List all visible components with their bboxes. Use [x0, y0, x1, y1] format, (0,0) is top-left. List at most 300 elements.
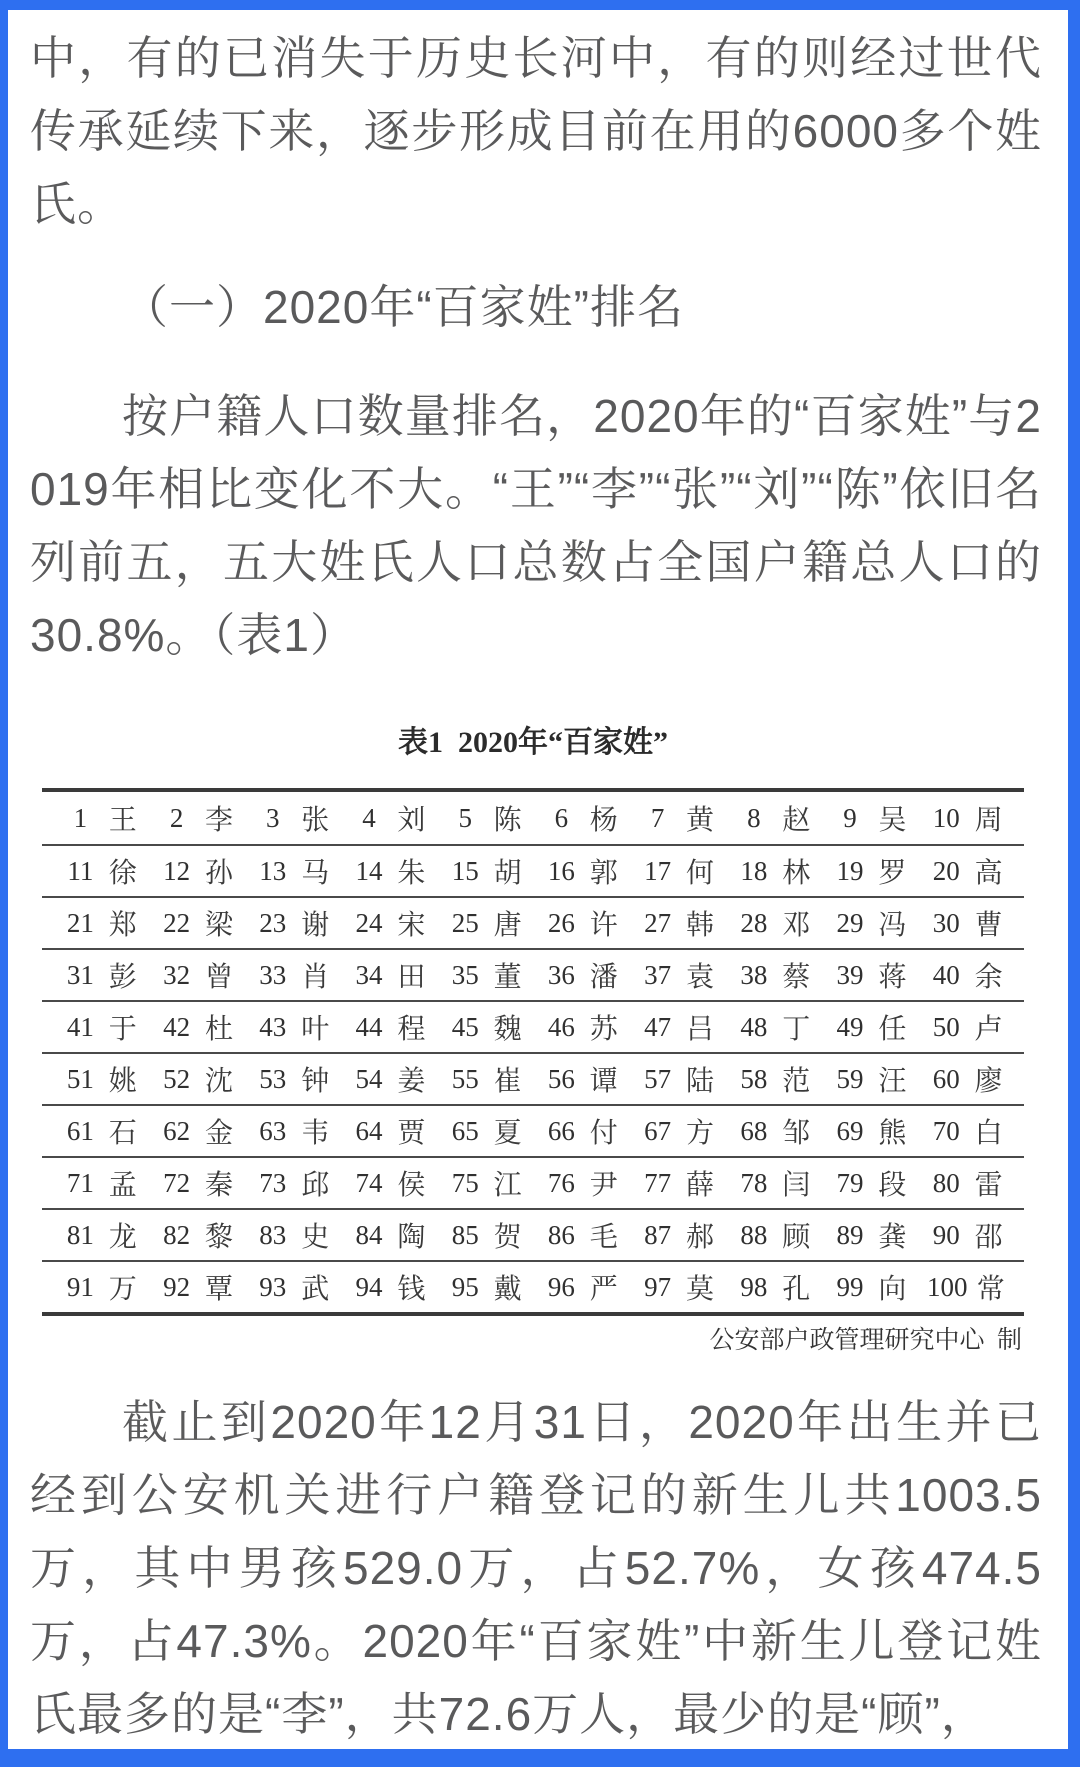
surname-table-row	[42, 1052, 1024, 1104]
surname-name: 郑	[108, 910, 137, 941]
surname-entry	[533, 1215, 629, 1255]
surname-rank: 4	[362, 802, 376, 833]
surname-entry	[822, 1215, 918, 1255]
surname-entry	[629, 798, 725, 838]
surname-rank: 60	[932, 1063, 960, 1094]
surname-entry	[52, 1215, 148, 1255]
surname-entry	[918, 1111, 1014, 1151]
surname-rank: 72	[163, 1167, 191, 1198]
surname-name: 向	[878, 1274, 907, 1305]
surname-table-row	[42, 844, 1024, 896]
surname-name: 胡	[493, 858, 522, 889]
surname-rank: 17	[644, 855, 672, 886]
surname-entry	[341, 851, 437, 891]
surname-name: 方	[686, 1118, 715, 1149]
surname-name: 白	[974, 1118, 1003, 1149]
surname-name: 熊	[878, 1118, 907, 1149]
paragraph-intro: 中，有的已消失于历史长河中，有的则经过世代传承延续下来，逐步形成目前在用的6000多个姓氏。	[30, 32, 1042, 230]
surname-rank: 13	[259, 855, 287, 886]
surname-name: 杨	[589, 805, 618, 836]
surname-rank: 52	[163, 1063, 191, 1094]
surname-name: 常	[976, 1274, 1005, 1305]
surname-entry	[822, 1111, 918, 1151]
surname-name: 石	[108, 1118, 137, 1149]
surname-rank: 51	[66, 1063, 94, 1094]
surname-name: 金	[204, 1118, 233, 1149]
surname-entry	[629, 903, 725, 943]
surname-name: 邹	[782, 1118, 811, 1149]
surname-entry	[918, 903, 1014, 943]
surname-rank: 90	[932, 1219, 960, 1250]
surname-name: 肖	[301, 962, 330, 993]
surname-entry	[437, 1007, 533, 1047]
surname-entry	[725, 1111, 821, 1151]
surname-entry	[822, 1163, 918, 1203]
surname-entry	[244, 955, 340, 995]
surname-name: 马	[301, 858, 330, 889]
surname-rank: 73	[259, 1167, 287, 1198]
surname-rank: 71	[66, 1167, 94, 1198]
surname-entry	[341, 1111, 437, 1151]
surname-name: 贺	[493, 1222, 522, 1253]
surname-entry	[341, 1007, 437, 1047]
surname-name: 黎	[204, 1222, 233, 1253]
surname-rank: 58	[740, 1063, 768, 1094]
surname-rank: 57	[644, 1063, 672, 1094]
surname-name: 龙	[108, 1222, 137, 1253]
surname-name: 陶	[397, 1222, 426, 1253]
surname-table-row	[42, 1208, 1024, 1260]
surname-entry	[533, 1111, 629, 1151]
surname-entry	[629, 1059, 725, 1099]
surname-name: 侯	[397, 1170, 426, 1201]
surname-name: 袁	[686, 962, 715, 993]
surname-rank: 66	[547, 1115, 575, 1146]
surname-rank: 31	[66, 959, 94, 990]
surname-rank: 96	[547, 1271, 575, 1302]
surname-entry	[244, 1059, 340, 1099]
surname-entry	[725, 1267, 821, 1307]
surname-name: 周	[974, 805, 1003, 836]
surname-name: 张	[301, 805, 330, 836]
surname-name: 苏	[589, 1014, 618, 1045]
surname-rank: 78	[740, 1167, 768, 1198]
surname-rank: 85	[451, 1219, 479, 1250]
surname-entry	[148, 1007, 244, 1047]
section-heading: （一）2020年“百家姓”排名	[122, 281, 684, 333]
surname-entry	[437, 851, 533, 891]
surname-rank: 82	[163, 1219, 191, 1250]
surname-entry	[341, 1267, 437, 1307]
surname-entry	[52, 1059, 148, 1099]
surname-entry	[918, 955, 1014, 995]
surname-table-row	[42, 948, 1024, 1000]
surname-entry	[437, 955, 533, 995]
surname-rank: 15	[451, 855, 479, 886]
surname-rank: 23	[259, 907, 287, 938]
surname-entry	[725, 1163, 821, 1203]
surname-entry	[725, 798, 821, 838]
surname-entry	[148, 955, 244, 995]
surname-rank: 43	[259, 1011, 287, 1042]
table-attribution: 公安部户政管理研究中心 制	[709, 1327, 1022, 1354]
surname-entry	[918, 1267, 1014, 1307]
surname-rank: 76	[547, 1167, 575, 1198]
surname-name: 卢	[974, 1014, 1003, 1045]
surname-entry	[918, 1059, 1014, 1099]
surname-name: 夏	[493, 1118, 522, 1149]
surname-entry	[629, 955, 725, 995]
surname-entry	[341, 1059, 437, 1099]
surname-rank: 59	[836, 1063, 864, 1094]
surname-name: 蔡	[782, 962, 811, 993]
surname-entry	[52, 851, 148, 891]
surname-entry	[244, 1007, 340, 1047]
surname-rank: 2	[169, 802, 184, 833]
surname-rank: 81	[66, 1219, 94, 1250]
surname-name: 谢	[301, 910, 330, 941]
surname-name: 叶	[301, 1014, 330, 1045]
surname-entry	[148, 1267, 244, 1307]
surname-rank: 35	[451, 959, 479, 990]
surname-entry	[52, 1007, 148, 1047]
surname-entry	[244, 1163, 340, 1203]
surname-entry	[52, 1163, 148, 1203]
surname-name: 唐	[493, 910, 522, 941]
surname-entry	[822, 903, 918, 943]
surname-name: 段	[878, 1170, 907, 1201]
surname-entry	[629, 1267, 725, 1307]
surname-entry	[918, 851, 1014, 891]
surname-name: 钱	[397, 1274, 426, 1305]
surname-rank: 56	[547, 1063, 575, 1094]
surname-rank: 95	[451, 1271, 479, 1302]
surname-rank: 54	[355, 1063, 383, 1094]
surname-entry	[533, 1267, 629, 1307]
surname-entry	[725, 851, 821, 891]
surname-entry	[244, 903, 340, 943]
surname-name: 陆	[686, 1066, 715, 1097]
surname-name: 彭	[108, 962, 137, 993]
surname-name: 李	[204, 805, 233, 836]
surname-rank: 62	[163, 1115, 191, 1146]
surname-name: 毛	[589, 1222, 618, 1253]
surname-name: 何	[686, 858, 715, 889]
surname-rank: 74	[355, 1167, 383, 1198]
surname-rank: 64	[355, 1115, 383, 1146]
surname-rank: 99	[836, 1271, 864, 1302]
paragraph-ranking: 按户籍人口数量排名，2020年的“百家姓”与2019年相比变化不大。“王”“李”“张”“刘”“陈”依旧名列前五，五大姓氏人口总数占全国户籍总人口的30.8%。（表1）	[30, 390, 1042, 661]
surname-rank: 68	[740, 1115, 768, 1146]
surname-table-row	[42, 896, 1024, 948]
surname-name: 曾	[204, 962, 233, 993]
surname-rank: 42	[163, 1011, 191, 1042]
surname-rank: 10	[932, 802, 960, 833]
surname-rank: 24	[355, 907, 383, 938]
surname-entry	[533, 955, 629, 995]
surname-name: 付	[589, 1118, 618, 1149]
surname-name: 姜	[397, 1066, 426, 1097]
surname-name: 罗	[878, 858, 907, 889]
surname-name: 孙	[204, 858, 233, 889]
surname-name: 陈	[493, 805, 522, 836]
surname-name: 姚	[108, 1066, 137, 1097]
surname-rank: 8	[747, 802, 761, 833]
surname-rank: 70	[932, 1115, 960, 1146]
surname-rank: 97	[644, 1271, 672, 1302]
surname-entry	[629, 851, 725, 891]
surname-rank: 29	[836, 907, 864, 938]
surname-rank: 45	[451, 1011, 479, 1042]
surname-entry	[725, 1007, 821, 1047]
surname-entry	[437, 1163, 533, 1203]
surname-entry	[437, 1215, 533, 1255]
surname-entry	[244, 798, 340, 838]
surname-rank: 38	[740, 959, 768, 990]
surname-entry	[533, 1059, 629, 1099]
surname-rank: 6	[554, 802, 569, 833]
surname-name: 钟	[301, 1066, 330, 1097]
surname-entry	[341, 1163, 437, 1203]
surname-rank: 48	[740, 1011, 768, 1042]
surname-name: 崔	[493, 1066, 522, 1097]
surname-entry	[822, 851, 918, 891]
surname-name: 孔	[782, 1274, 811, 1305]
surname-entry	[918, 1007, 1014, 1047]
surname-entry	[629, 1163, 725, 1203]
surname-rank: 98	[740, 1271, 768, 1302]
surname-entry	[148, 1059, 244, 1099]
surname-rank: 12	[163, 855, 191, 886]
surname-rank: 22	[163, 907, 191, 938]
surname-rank: 5	[458, 802, 472, 833]
surname-rank: 93	[259, 1271, 287, 1302]
surname-name: 吕	[686, 1014, 715, 1045]
surname-rank: 1	[73, 802, 88, 833]
surname-rank: 75	[451, 1167, 479, 1198]
surname-rank: 9	[843, 802, 857, 833]
surname-name: 孟	[108, 1170, 137, 1201]
surname-entry	[629, 1007, 725, 1047]
surname-name: 梁	[204, 910, 233, 941]
surname-entry	[822, 955, 918, 995]
surname-name: 韦	[301, 1118, 330, 1149]
surname-rank: 25	[451, 907, 479, 938]
surname-rank: 41	[66, 1011, 94, 1042]
surname-name: 邵	[974, 1222, 1003, 1253]
surname-table-row	[42, 1156, 1024, 1208]
surname-name: 高	[974, 858, 1003, 889]
surname-entry	[244, 1215, 340, 1255]
surname-entry	[244, 1111, 340, 1151]
surname-name: 余	[974, 962, 1003, 993]
surname-entry	[822, 798, 918, 838]
surname-entry	[918, 1215, 1014, 1255]
surname-rank: 63	[259, 1115, 287, 1146]
surname-rank: 20	[932, 855, 960, 886]
surname-rank: 21	[66, 907, 94, 938]
surname-name: 刘	[397, 805, 426, 836]
surname-name: 郭	[589, 858, 618, 889]
surname-rank: 50	[932, 1011, 960, 1042]
surname-rank: 26	[547, 907, 575, 938]
surname-rank: 14	[355, 855, 383, 886]
surname-name: 董	[493, 962, 522, 993]
surname-name: 蒋	[878, 962, 907, 993]
surname-name: 贾	[397, 1118, 426, 1149]
surname-name: 郝	[686, 1222, 715, 1253]
surname-name: 范	[782, 1066, 811, 1097]
surname-rank: 34	[355, 959, 383, 990]
surname-name: 薛	[686, 1170, 715, 1201]
surname-rank: 61	[66, 1115, 94, 1146]
surname-entry	[437, 798, 533, 838]
surname-entry	[629, 1215, 725, 1255]
surname-entry	[533, 798, 629, 838]
surname-entry	[437, 1059, 533, 1099]
surname-table-row	[42, 1104, 1024, 1156]
surname-name: 任	[878, 1014, 907, 1045]
surname-entry	[533, 1007, 629, 1047]
surname-entry	[437, 1267, 533, 1307]
surname-entry	[148, 903, 244, 943]
surname-entry	[148, 851, 244, 891]
surname-name: 程	[397, 1014, 426, 1045]
surname-rank: 19	[836, 855, 864, 886]
surname-rank: 53	[259, 1063, 287, 1094]
surname-entry	[148, 1163, 244, 1203]
surname-name: 丁	[782, 1014, 811, 1045]
surname-entry	[52, 798, 148, 838]
surname-rank: 84	[355, 1219, 383, 1250]
surname-name: 潘	[589, 962, 618, 993]
surname-rank: 77	[644, 1167, 672, 1198]
surname-name: 史	[301, 1222, 330, 1253]
surname-table	[42, 788, 1024, 1316]
surname-entry	[725, 903, 821, 943]
surname-entry	[341, 798, 437, 838]
surname-name: 林	[782, 858, 811, 889]
surname-table-row	[42, 792, 1024, 844]
surname-name: 严	[589, 1274, 618, 1305]
surname-name: 王	[108, 805, 137, 836]
surname-entry	[918, 798, 1014, 838]
surname-name: 吴	[878, 805, 907, 836]
surname-rank: 88	[740, 1219, 768, 1250]
surname-entry	[437, 903, 533, 943]
surname-entry	[341, 1215, 437, 1255]
surname-entry	[244, 851, 340, 891]
surname-rank: 7	[650, 802, 665, 833]
surname-rank: 36	[547, 959, 575, 990]
surname-rank: 46	[547, 1011, 575, 1042]
surname-name: 谭	[589, 1066, 618, 1097]
surname-rank: 27	[644, 907, 672, 938]
surname-rank: 92	[163, 1271, 191, 1302]
surname-entry	[533, 851, 629, 891]
surname-rank: 80	[932, 1167, 960, 1198]
surname-entry	[52, 1267, 148, 1307]
surname-entry	[52, 1111, 148, 1151]
surname-name: 江	[493, 1170, 522, 1201]
surname-entry	[725, 955, 821, 995]
surname-rank: 16	[547, 855, 575, 886]
surname-name: 龚	[878, 1222, 907, 1253]
surname-rank: 32	[163, 959, 191, 990]
surname-rank: 44	[355, 1011, 383, 1042]
surname-rank: 67	[644, 1115, 672, 1146]
surname-rank: 49	[836, 1011, 864, 1042]
surname-rank: 100	[927, 1271, 968, 1302]
surname-entry	[341, 955, 437, 995]
surname-table-row	[42, 1260, 1024, 1312]
surname-entry	[822, 1059, 918, 1099]
surname-name: 杜	[204, 1014, 233, 1045]
surname-entry	[725, 1215, 821, 1255]
surname-rank: 11	[67, 855, 94, 886]
surname-table-row	[42, 1000, 1024, 1052]
surname-entry	[148, 1111, 244, 1151]
surname-rank: 33	[259, 959, 287, 990]
surname-rank: 69	[836, 1115, 864, 1146]
surname-rank: 94	[355, 1271, 383, 1302]
surname-entry	[822, 1007, 918, 1047]
surname-entry	[52, 955, 148, 995]
paragraph-newborn: 截止到2020年12月31日，2020年出生并已经到公安机关进行户籍登记的新生儿共1003.5万，其中男孩529.0万，占52.7%，女孩474.5万，占47.3%。2020年“百家姓”中新生儿登记姓氏最多的是“李”，共72.6万人，最少的是“顾”，	[30, 1396, 1042, 1740]
surname-rank: 37	[644, 959, 672, 990]
surname-name: 许	[589, 910, 618, 941]
surname-entry	[725, 1059, 821, 1099]
surname-entry	[918, 1163, 1014, 1203]
surname-entry	[437, 1111, 533, 1151]
surname-table-block	[42, 722, 1024, 1356]
surname-name: 覃	[204, 1274, 233, 1305]
surname-rank: 3	[266, 802, 280, 833]
surname-entry	[533, 1163, 629, 1203]
surname-rank: 47	[644, 1011, 672, 1042]
surname-entry	[341, 903, 437, 943]
surname-name: 黄	[686, 805, 715, 836]
surname-rank: 79	[836, 1167, 864, 1198]
surname-name: 宋	[397, 910, 426, 941]
surname-name: 廖	[974, 1066, 1003, 1097]
surname-rank: 65	[451, 1115, 479, 1146]
surname-name: 于	[108, 1014, 137, 1045]
surname-name: 雷	[974, 1170, 1003, 1201]
surname-name: 武	[301, 1274, 330, 1305]
surname-name: 秦	[204, 1170, 233, 1201]
surname-name: 冯	[878, 910, 907, 941]
surname-rank: 55	[451, 1063, 479, 1094]
surname-entry	[629, 1111, 725, 1151]
surname-name: 赵	[782, 805, 811, 836]
surname-rank: 86	[547, 1219, 575, 1250]
surname-rank: 28	[740, 907, 768, 938]
surname-name: 汪	[878, 1066, 907, 1097]
surname-rank: 91	[66, 1271, 94, 1302]
surname-name: 戴	[493, 1274, 522, 1305]
surname-name: 尹	[589, 1170, 618, 1201]
surname-name: 魏	[493, 1014, 522, 1045]
surname-rank: 40	[932, 959, 960, 990]
surname-entry	[533, 903, 629, 943]
surname-name: 莫	[686, 1274, 715, 1305]
surname-name: 闫	[782, 1170, 811, 1201]
surname-name: 朱	[397, 858, 426, 889]
surname-rank: 18	[740, 855, 768, 886]
surname-name: 顾	[782, 1222, 811, 1253]
surname-rank: 89	[836, 1219, 864, 1250]
